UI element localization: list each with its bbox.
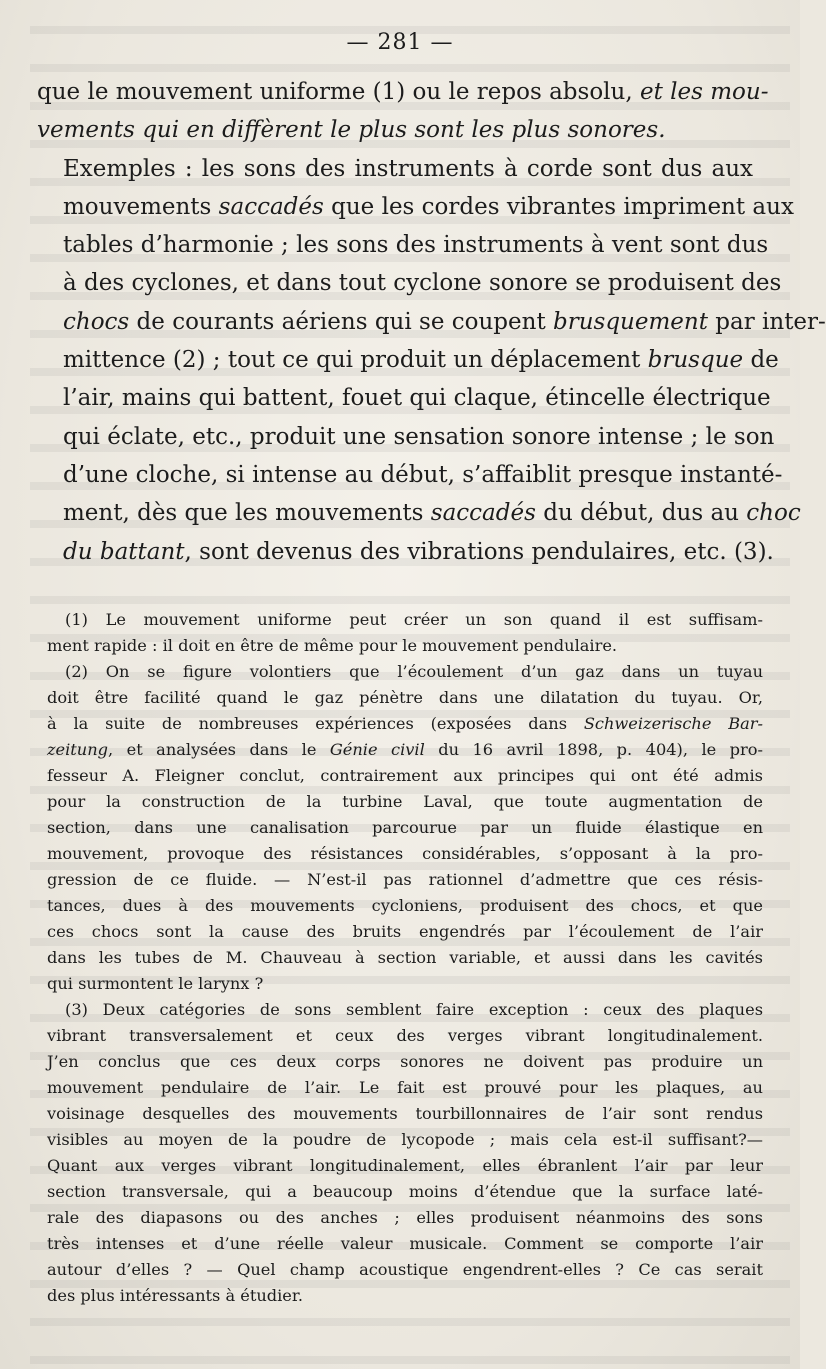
- main-text: [37, 73, 826, 571]
- text-line: [37, 188, 794, 226]
- italic-run: saccadés: [430, 500, 536, 527]
- text-line: section transversale, qui a beaucoup moins d’étendue que la surface laté-: [47, 1182, 763, 1201]
- text-run: de: [743, 347, 779, 374]
- text-line: qui éclate, etc., produit une sensation sonore intense ; le son: [63, 423, 775, 450]
- text-line: voisinage desquelles des mouvements tourbillonnaires de l’air sont rendus: [47, 1104, 763, 1123]
- italic-run: Schweizerische Bar-: [583, 714, 763, 733]
- text-line: section, dans une canalisation parcourue par un fluide élastique en: [47, 818, 763, 837]
- text-line: autour d’elles ? — Quel champ acoustique engendrent-elles ? Ce cas serait: [47, 1260, 763, 1279]
- text-line: rale des diapasons ou des anches ; elles produisent néanmoins des sons: [47, 1208, 763, 1227]
- text-line: vibrant transversalement et ceux des verges vibrant longitudinalement.: [47, 1026, 763, 1045]
- text-line: tables d’harmonie ; les sons des instruments à vent sont dus: [63, 232, 769, 259]
- text-run: ment, dès que les mouvements: [63, 500, 431, 527]
- footnotes: [47, 607, 763, 1309]
- text-line: [47, 737, 763, 763]
- text-line: Exemples : les sons des instruments à corde sont dus aux: [63, 155, 753, 182]
- text-run: , sont devenus des vibrations pendulaires, etc. (3).: [184, 538, 774, 565]
- text-line: [47, 711, 763, 737]
- text-line: dans les tubes de M. Chauveau à section variable, et aussi dans les cavités: [47, 948, 763, 967]
- text-line: doit être facilité quand le gaz pénètre dans une dilatation du tuyau. Or,: [47, 688, 763, 707]
- text-line: d’une cloche, si intense au début, s’affaiblit presque instanté-: [63, 461, 783, 488]
- text-line: Quant aux verges vibrant longitudinalement, elles ébranlent l’air par leur: [47, 1156, 763, 1175]
- italic-run: vements qui en diffèrent le plus sont les plus sonores.: [37, 117, 666, 144]
- italic-run: brusquement: [553, 308, 708, 335]
- text-line: [37, 494, 801, 532]
- text-line: gression de ce fluide. — N’est-il pas rationnel d’admettre que ces résis-: [47, 870, 763, 889]
- text-line: mouvement pendulaire de l’air. Le fait est prouvé pour les plaques, au: [47, 1078, 763, 1097]
- text-line: mouvement, provoque des résistances considérables, s’opposant à la pro-: [47, 844, 763, 863]
- italic-run: chocs: [63, 308, 130, 335]
- text-run: que les cordes vibrantes impriment aux: [323, 193, 794, 220]
- text-run: de courants aériens qui se coupent: [129, 308, 553, 335]
- text-line: l’air, mains qui battent, fouet qui claque, étincelle électrique: [63, 385, 771, 412]
- text-run: mittence (2) ; tout ce qui produit un déplacement: [63, 347, 648, 374]
- text-line: fesseur A. Fleigner conclut, contrairement aux principes qui ont été admis: [47, 766, 763, 785]
- text-line: tances, dues à des mouvements cycloniens, produisent des chocs, et que: [47, 896, 763, 915]
- text-line: (1) Le mouvement uniforme peut créer un son quand il est suffisam-: [65, 610, 763, 629]
- text-run: du début, dus au: [535, 500, 747, 527]
- text-line: des plus intéressants à étudier.: [47, 1286, 303, 1305]
- italic-run: du battant: [63, 538, 185, 565]
- italic-run: et les mou-: [639, 79, 769, 105]
- italic-run: choc: [746, 500, 801, 527]
- text-line: (3) Deux catégories de sons semblent faire exception : ceux des plaques: [65, 1000, 763, 1019]
- text-line: pour la construction de la turbine Laval, que toute augmentation de: [47, 792, 763, 811]
- text-line: très intenses et d’une réelle valeur musicale. Comment se comporte l’air: [47, 1234, 763, 1253]
- text-run: par inter-: [707, 308, 826, 335]
- text-run: mouvements: [63, 193, 219, 220]
- text-line: [37, 73, 769, 111]
- text-line: à des cyclones, et dans tout cyclone sonore se produisent des: [63, 270, 782, 297]
- text-line: [37, 111, 753, 149]
- text-line: visibles au moyen de la poudre de lycopode ; mais cela est-il suffisant?—: [47, 1130, 763, 1149]
- text-line: [37, 303, 826, 341]
- text-line: ment rapide : il doit en être de même pour le mouvement pendulaire.: [47, 636, 618, 655]
- italic-run: saccadés: [218, 193, 324, 220]
- page-number: — 281 —: [346, 30, 454, 55]
- text-line: [37, 341, 779, 379]
- text-line: ces chocs sont la cause des bruits engendrés par l’écoulement de l’air: [47, 922, 763, 941]
- footnote-1: [47, 607, 763, 659]
- text-run: du 16 avril 1898, p. 404), le pro-: [424, 740, 763, 759]
- paragraph-2: [37, 150, 826, 571]
- footnote-3: [47, 997, 763, 1309]
- italic-run: zeitung: [47, 740, 109, 759]
- text-line: qui surmontent le larynx ?: [47, 974, 264, 993]
- text-run: , et analysées dans le: [108, 740, 330, 759]
- italic-run: Génie civil: [329, 740, 425, 759]
- italic-run: brusque: [647, 347, 744, 374]
- text-line: J’en conclus que ces deux corps sonores ne doivent pas produire un: [47, 1052, 763, 1071]
- paragraph-1: [37, 73, 769, 150]
- text-run: à la suite de nombreuses expériences (exposées dans: [47, 714, 584, 733]
- text-line: (2) On se figure volontiers que l’écoulement d’un gaz dans un tuyau: [65, 662, 763, 681]
- footnote-2: [47, 659, 763, 997]
- text-run: que le mouvement uniforme (1) ou le repos absolu,: [37, 79, 640, 105]
- text-line: [37, 533, 774, 571]
